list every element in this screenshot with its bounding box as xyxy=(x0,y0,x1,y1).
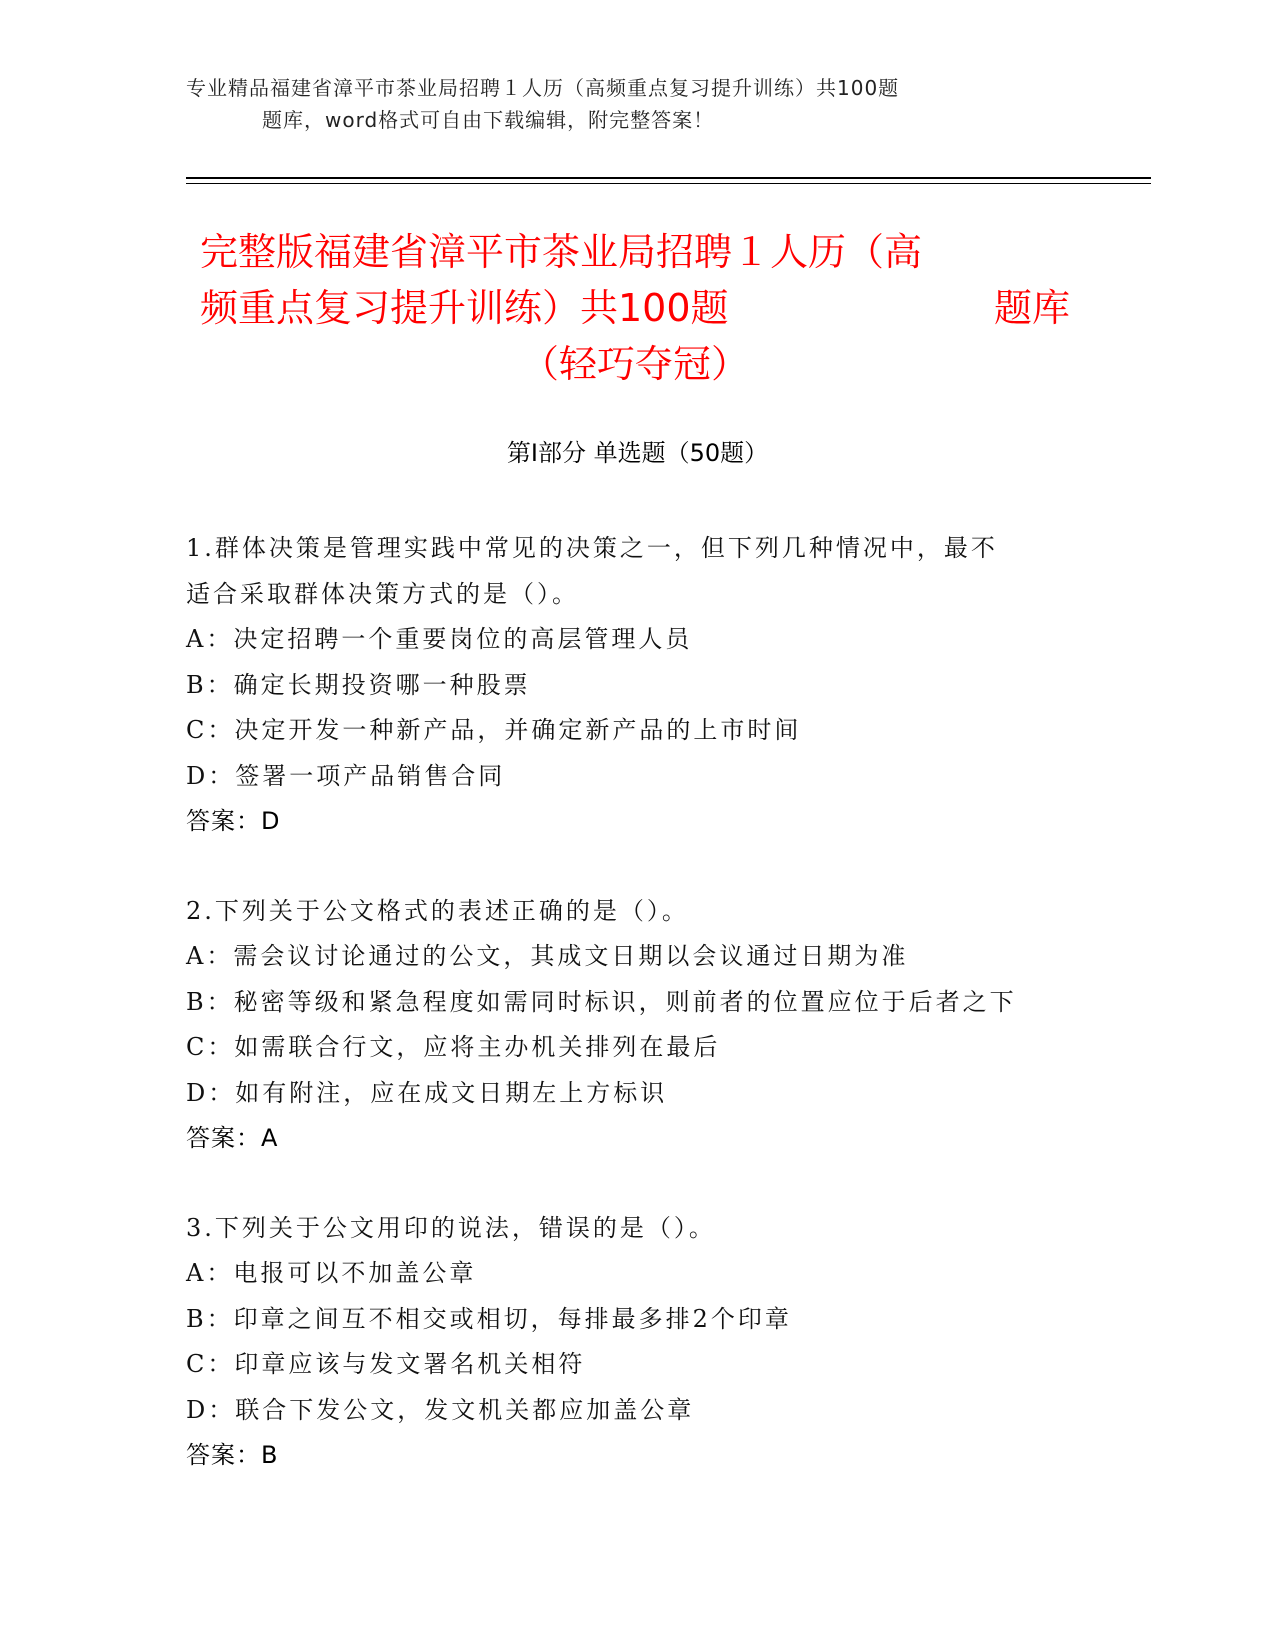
document-title xyxy=(200,224,1070,392)
option-b: B：确定长期投资哪一种股票 xyxy=(186,670,531,699)
question-list xyxy=(186,526,1086,1523)
question-3 xyxy=(186,1206,1086,1479)
option-b: B：秘密等级和紧急程度如需同时标识，则前者的位置应位于后者之下 xyxy=(186,987,1017,1016)
option-c: C：印章应该与发文署名机关相符 xyxy=(186,1350,586,1378)
answer-label: 答案：B xyxy=(186,1441,279,1469)
header-note-line2: 题库，word格式可自由下载编辑，附完整答案！ xyxy=(262,108,715,132)
option-c: C：决定开发一种新产品，并确定新产品的上市时间 xyxy=(186,716,802,744)
title-line2-right: 题库 xyxy=(993,286,1070,330)
question-stem-line: 2.下列关于公文格式的表述正确的是（）。 xyxy=(186,896,689,925)
section-title: 第Ⅰ部分 单选题（50题） xyxy=(506,439,769,467)
option-d: D：联合下发公文，发文机关都应加盖公章 xyxy=(186,1395,695,1424)
header-divider-thin xyxy=(186,183,1151,184)
question-stem-line: 3.下列关于公文用印的说法，错误的是（）。 xyxy=(186,1213,716,1242)
title-line3: （轻巧夺冠） xyxy=(520,342,749,386)
answer-label: 答案：A xyxy=(186,1124,279,1152)
option-b: B：印章之间互不相交或相切，每排最多排2个印章 xyxy=(186,1304,792,1333)
option-c: C：如需联合行文，应将主办机关排列在最后 xyxy=(186,1033,721,1061)
option-d: D：签署一项产品销售合同 xyxy=(186,761,506,790)
question-stem-line: 适合采取群体决策方式的是（）。 xyxy=(186,579,579,608)
title-line2 xyxy=(200,280,1070,336)
title-line2-left: 频重点复习提升训练）共100题 xyxy=(200,286,729,330)
option-a: A：需会议讨论通过的公文，其成文日期以会议通过日期为准 xyxy=(186,942,909,970)
header-note-line1: 专业精品福建省漳平市茶业局招聘１人历（高频重点复习提升训练）共100题 xyxy=(186,76,900,100)
answer-label: 答案：D xyxy=(186,807,281,835)
question-2 xyxy=(186,889,1086,1162)
option-a: A：决定招聘一个重要岗位的高层管理人员 xyxy=(186,625,693,653)
option-d: D：如有附注，应在成文日期左上方标识 xyxy=(186,1078,668,1107)
question-stem-line: 1.群体决策是管理实践中常见的决策之一，但下列几种情况中，最不 xyxy=(186,534,998,562)
option-a: A：电报可以不加盖公章 xyxy=(186,1259,477,1287)
header-divider-thick xyxy=(186,177,1151,179)
question-1 xyxy=(186,526,1086,845)
title-line1: 完整版福建省漳平市茶业局招聘１人历（高 xyxy=(200,230,923,274)
header-note xyxy=(186,72,1066,136)
